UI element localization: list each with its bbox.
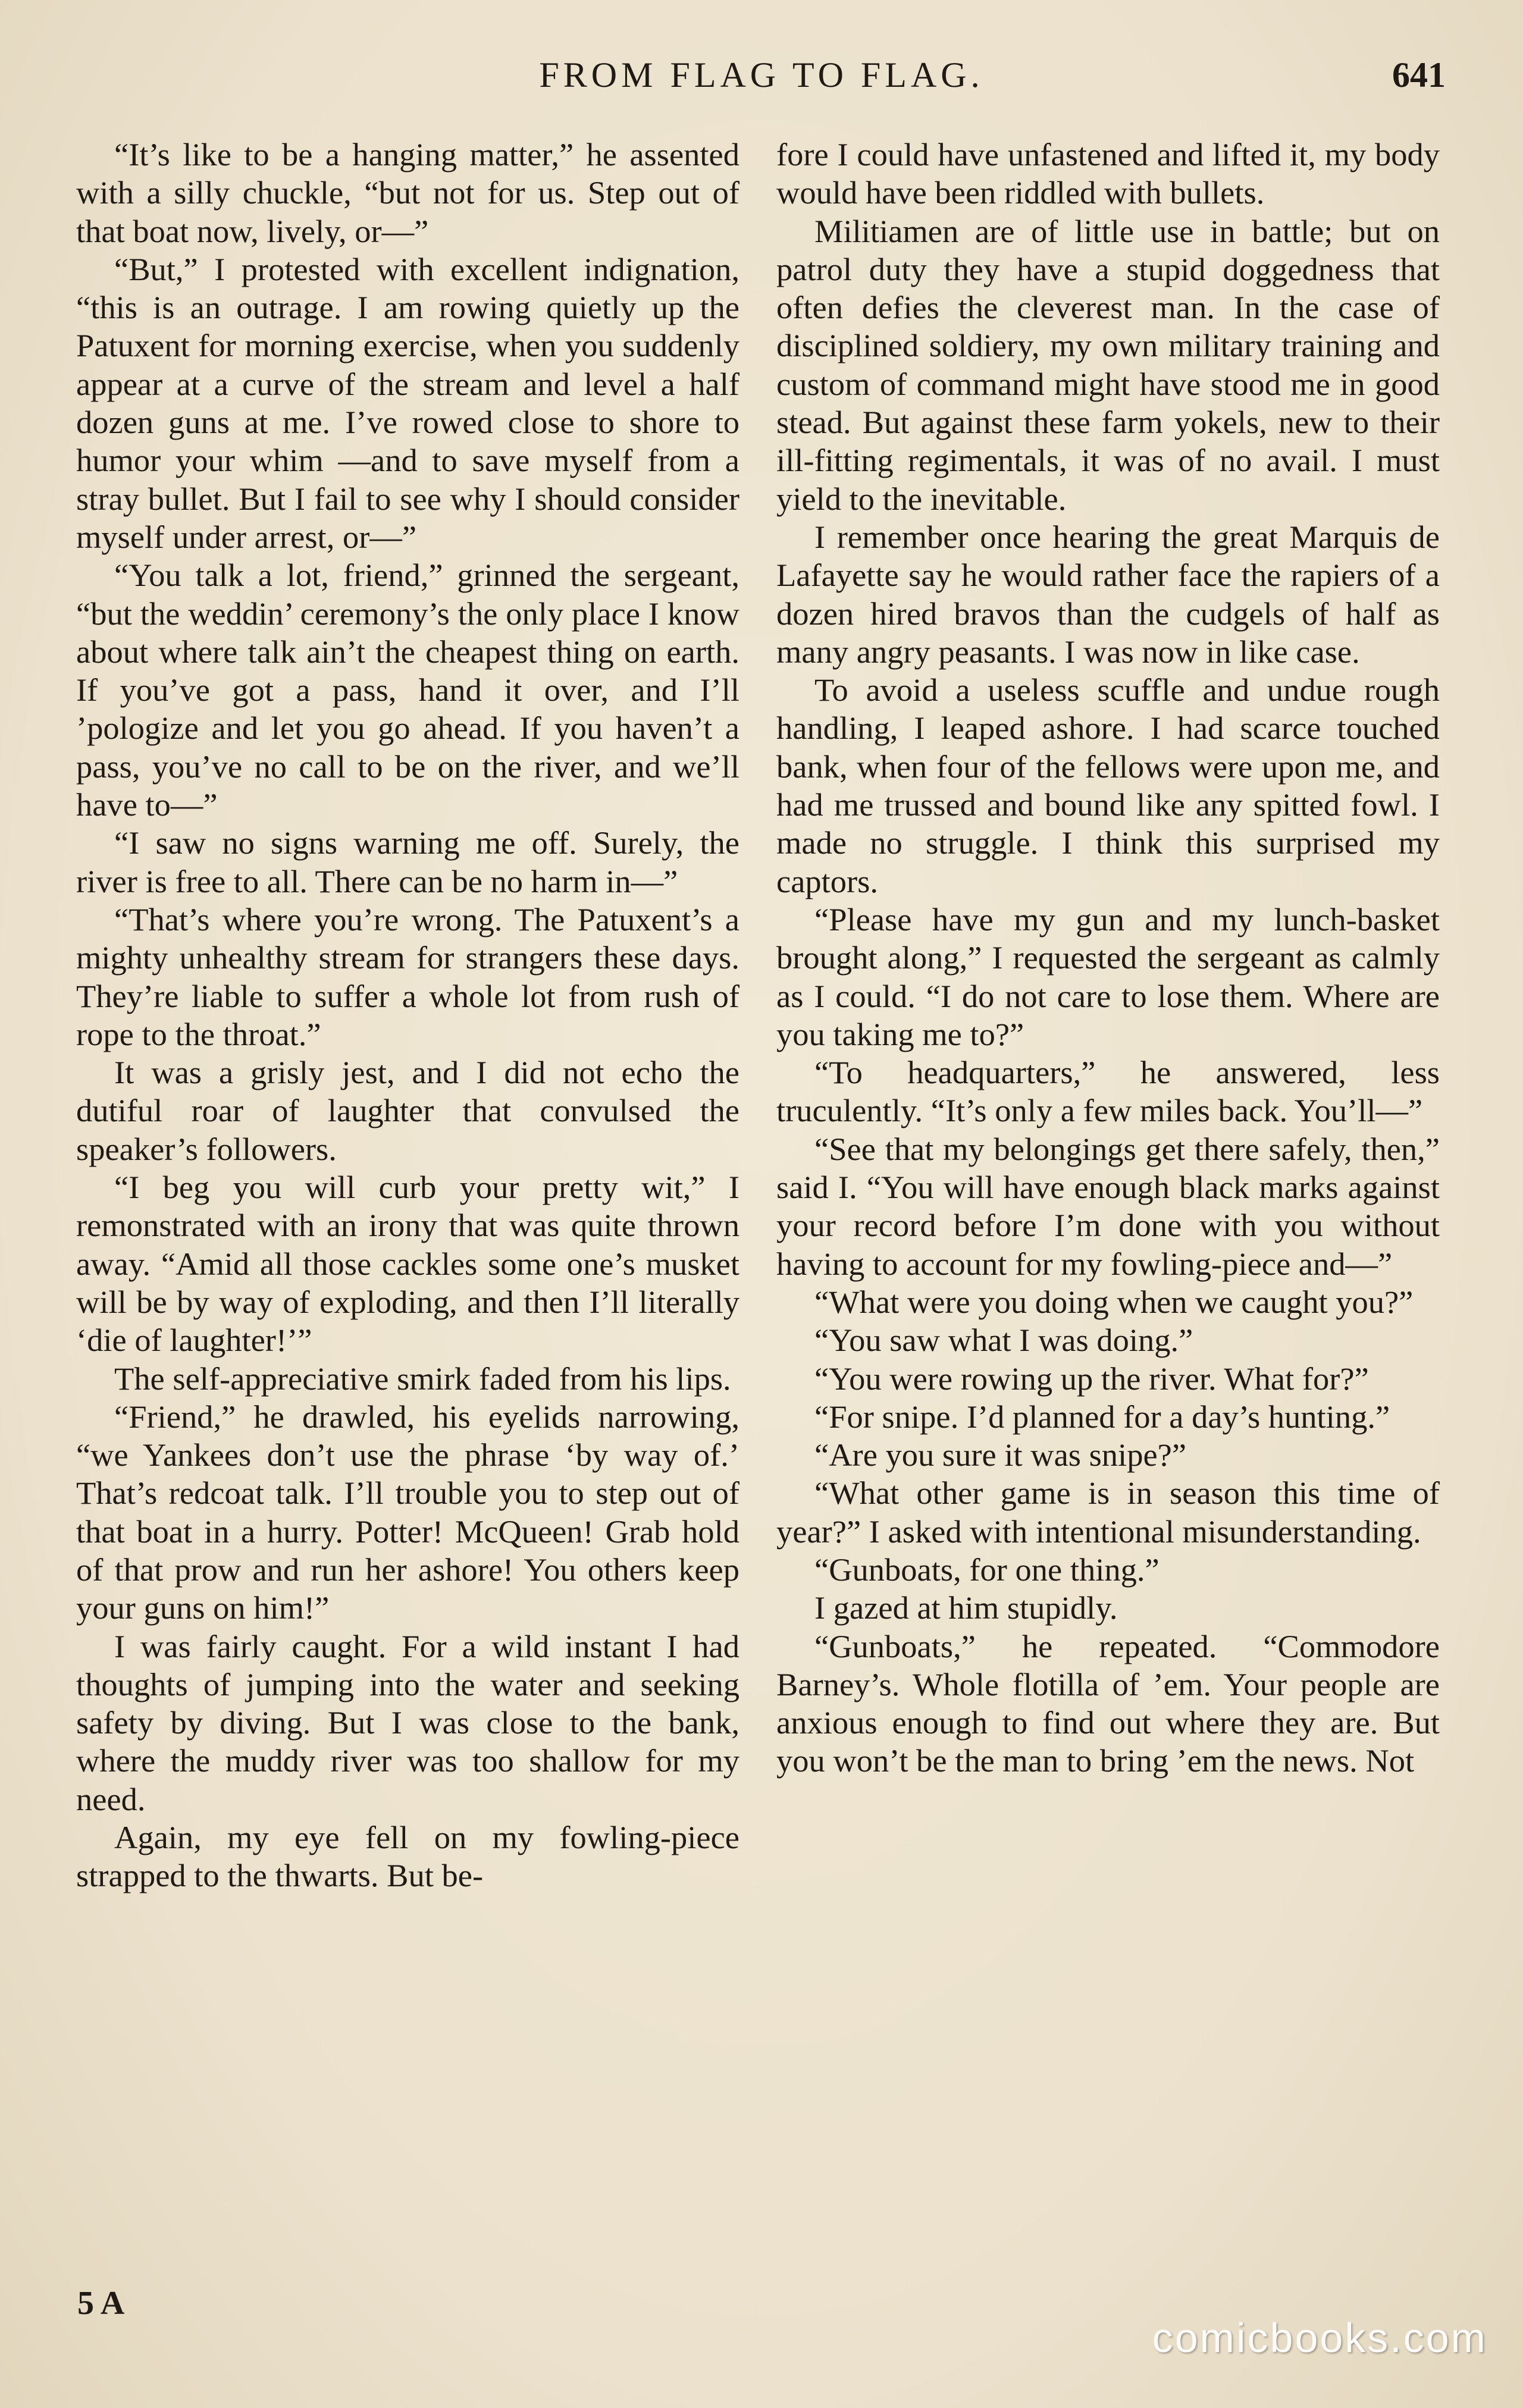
paragraph: “What were you doing when we caught you?” [814,1283,1414,1320]
signature-mark: 5 A [77,2285,125,2322]
left-column [76,136,739,1895]
right-column [776,136,1440,1780]
paragraph: “You saw what I was doing.” [814,1322,1193,1359]
paragraph: “Please have my gun and my lunch-basket brought along,” I requested the sergeant as calmly as I could. “I do not care to lose them. Where are you taking me to?” [776,901,1440,1052]
paragraph: “I beg you will curb your pretty wit,” I remonstrated with an irony that was quite thrown away. “Amid all those cackles some one’s musket will be by way of exploding, and then I’ll literally ‘die of laughter!’” [76,1169,739,1359]
paragraph: “For snipe. I’d planned for a day’s hunting.” [814,1398,1390,1435]
paragraph: “I saw no signs warning me off. Surely, the river is free to all. There can be no harm in—” [76,824,739,899]
paragraph: To avoid a useless scuffle and undue rough handling, I leaped ashore. I had scarce touched bank, when four of the fellows were upon me, and had me trussed and bound like any spitted fowl. I made no struggle. I think this surprised my captors. [776,672,1440,899]
paragraph: I was fairly caught. For a wild instant I had thoughts of jumping into the water and seeking safety by diving. But I was close to the bank, where the muddy river was too shallow for my need. [76,1628,739,1817]
paragraph: Again, my eye fell on my fowling-piece strapped to the thwarts. But be- [76,1819,739,1894]
paragraph: “That’s where you’re wrong. The Patuxent’s a mighty unhealthy stream for strangers these days. They’re liable to suffer a whole lot from rush of rope to the throat.” [76,901,739,1052]
paragraph: “See that my belongings get there safely, then,” said I. “You will have enough black marks against your record before I’m done with you without having to account for my fowling-piece and—” [776,1130,1440,1282]
paragraph: “You talk a lot, friend,” grinned the sergeant, “but the weddin’ ceremony’s the only place I know about where talk ain’t the cheapest thing on earth. If you’ve got a pass, hand it over, and I’ll ’pologize and let you go ahead. If you haven’t a pass, you’ve no call to be on the river, and we’ll have to—” [76,557,739,823]
paragraph: “What other game is in season this time of year?” I asked with intentional misunderstanding. [776,1475,1440,1550]
paragraph: “It’s like to be a hanging matter,” he assented with a silly chuckle, “but not for us. Step out of that boat now, lively, or—” [76,136,739,249]
watermark: comicbooks.com [1152,2315,1487,2361]
paragraph: “Gunboats,” he repeated. “Commodore Barney’s. Whole flotilla of ’em. Your people are anxious enough to find out where they are. But you won’t be the man to bring ’em the news. Not [776,1628,1440,1779]
paragraph: “Friend,” he drawled, his eyelids narrowing, “we Yankees don’t use the phrase ‘by way of.’ That’s redcoat talk. I’ll trouble you to step out of that boat in a hurry. Potter! McQueen! Grab hold of that prow and run her ashore! You others keep your guns on him!” [76,1398,739,1626]
running-title: FROM FLAG TO FLAG. [539,55,984,95]
paragraph: “You were rowing up the river. What for?” [814,1360,1369,1397]
paragraph: I remember once hearing the great Marquis de Lafayette say he would rather face the rapiers of a dozen hired bravos than the cudgels of half as many angry peasants. I was now in like case. [776,518,1440,670]
paragraph: “Gunboats, for one thing.” [814,1551,1160,1588]
paragraph: The self-appreciative smirk faded from his lips. [114,1360,731,1397]
paragraph: I gazed at him stupidly. [814,1589,1118,1626]
running-head [77,55,1446,108]
paragraph: “But,” I protested with excellent indignation, “this is an outrage. I am rowing quietly up the Patuxent for morning exercise, when you suddenly appear at a curve of the stream and level a half dozen guns at me. I’ve rowed close to shore to humor your whim —and to save myself from a stray bullet. But I fail to see why I should consider myself under arrest, or—” [76,250,739,555]
paragraph: “To headquarters,” he answered, less truculently. “It’s only a few miles back. You’ll—” [776,1054,1440,1129]
paragraph: It was a grisly jest, and I did not echo the dutiful roar of laughter that convulsed the speaker’s followers. [76,1054,739,1167]
paragraph: Militiamen are of little use in battle; but on patrol duty they have a stupid doggedness that often defies the cleverest man. In the case of disciplined soldiery, my own military training and custom of command might have stood me in good stead. But against these farm yokels, new to their ill-fitting regimentals, it was of no avail. I must yield to the inevitable. [776,212,1440,517]
paragraph: “Are you sure it was snipe?” [814,1437,1187,1473]
page-number: 641 [1392,55,1446,95]
paragraph: fore I could have unfastened and lifted it, my body would have been riddled with bullets. [776,136,1440,211]
